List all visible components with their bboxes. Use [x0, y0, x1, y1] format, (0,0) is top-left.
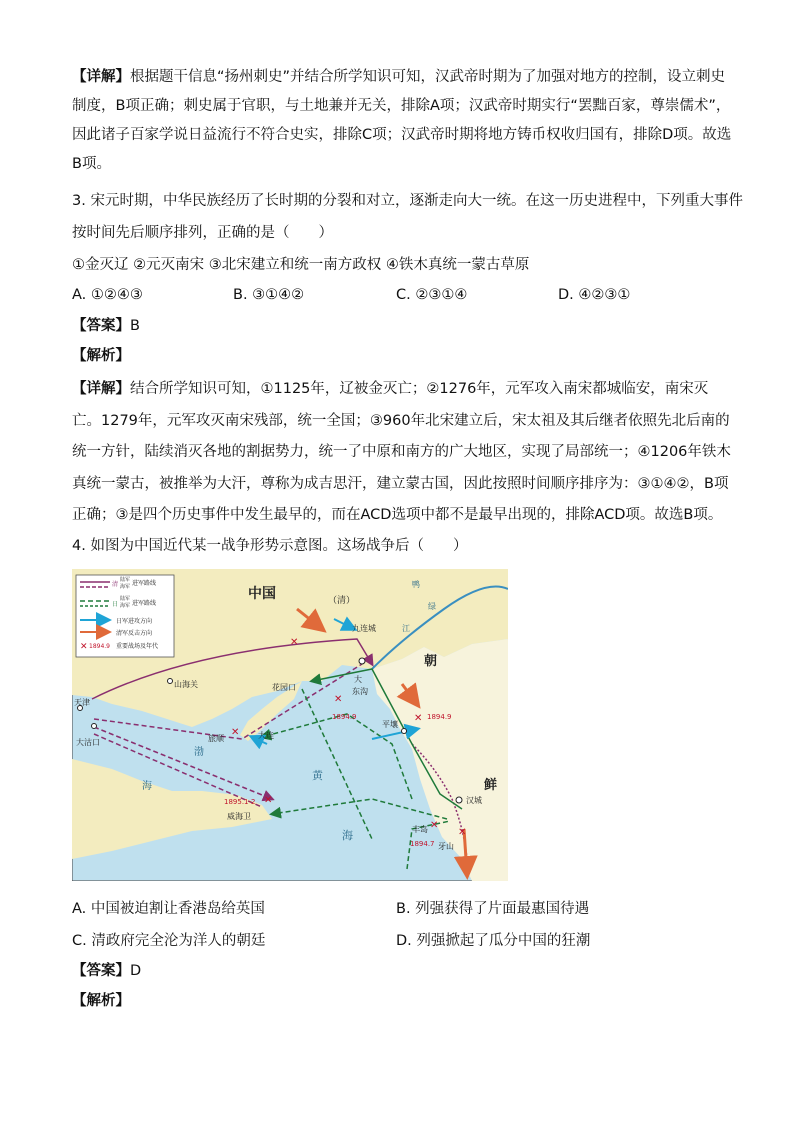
battle-weihai-year: 1895.1-2: [224, 798, 256, 806]
label-bohai-1: 渤: [194, 747, 204, 758]
q3-stem-line2: 按时间先后顺序排列，正确的是（ ）: [72, 225, 333, 241]
q3-option-d: D. ④②③①: [558, 287, 631, 303]
battle-fengdao-year: 1894.7: [410, 840, 435, 848]
legend-japan-land: 陆军: [120, 596, 131, 602]
q3-detail-text: 结合所学知识可知，①1125年，辽被金灭亡；②1276年，元军攻入南宋都城临安，南宋灭亡。1279年，元军攻灭南宋残部，统一全国；③960年北宋建立后，宋太祖及其后继者依照先北后南的统一方针，陆续消灭各地的割据势力，统一了中原和南方的广大地区，实现了局部统一；④1206年铁木真统一蒙古，被推举为大汗，尊称为成吉思汗，建立蒙古国，因此按照时间顺序排序为：③①④②，B项正确；③是四个历史事件中发生最早的，而在ACD选项中都不是最早出现的，排除ACD项。故选B项。: [72, 381, 731, 523]
q4-option-a: A. 中国被迫割让香港岛给英国: [72, 901, 265, 917]
q3-option-b: B. ③①④②: [233, 287, 305, 303]
marker-hanseong: [456, 797, 462, 803]
legend-battle-desc: 重要战场及年代: [116, 643, 159, 650]
war-situation-map: [72, 569, 508, 881]
q4-answer-tag: 【答案】: [72, 963, 130, 979]
q4-answer: [72, 961, 141, 981]
battle-lushun-x: ✕: [231, 727, 240, 738]
q3-detail-tag: 【详解】: [72, 381, 130, 397]
label-lu: 绿: [428, 602, 436, 611]
q4-option-b: B. 列强获得了片面最惠国待遇: [396, 901, 590, 917]
q3-answer: [72, 316, 140, 336]
label-fengdao: 丰岛: [412, 825, 428, 834]
legend-battle-x: ✕: [80, 642, 88, 652]
label-dadonggou-a: 大: [354, 675, 362, 684]
label-huayuankou: 花园口: [272, 683, 296, 692]
battle-pyongyang-year: 1894.9: [427, 713, 452, 721]
q3-analysis-tag: 【解析】: [72, 348, 130, 364]
q4-option-c: C. 清政府完全沦为洋人的朝廷: [72, 933, 266, 949]
marker-pyongyang: [402, 729, 407, 734]
label-jiang: 江: [402, 624, 410, 633]
legend-japan-suffix: 进军路线: [132, 600, 157, 607]
battle-pyongyang-x: ✕: [414, 713, 423, 724]
q4-option-d: D. 列强掀起了瓜分中国的狂潮: [396, 933, 591, 949]
q3-events: ①金灭辽 ②元灭南宋 ③北宋建立和统一南方政权 ④铁木真统一蒙古草原: [72, 257, 530, 273]
legend-qing-suffix: 进军路线: [132, 580, 157, 587]
label-yellow-2: 海: [342, 829, 353, 842]
marker-shanhaiguan: [168, 679, 173, 684]
q3-answer-value: B: [130, 318, 140, 334]
label-dalian: 大连: [258, 731, 274, 740]
label-qing: （清）: [328, 596, 356, 606]
q3-detail: [72, 374, 732, 532]
label-yalu: 鸭: [412, 580, 420, 589]
legend-japan-attack: 日军进攻方向: [116, 618, 153, 625]
q4-analysis-tag: 【解析】: [72, 993, 130, 1009]
legend-qing-sea: 海军: [120, 584, 131, 590]
label-xian: 鲜: [484, 778, 498, 793]
marker-dagukou: [92, 724, 97, 729]
battle-fengdao-x: ✕: [430, 820, 439, 831]
legend-qing-counter: 清军反击方向: [116, 630, 153, 637]
marker-jiuliancheng: [359, 658, 365, 664]
q3-option-c: C. ②③①④: [396, 287, 468, 303]
label-tianjin: 天津: [74, 698, 90, 707]
q3-answer-tag: 【答案】: [72, 318, 130, 334]
q2-detail-tag: 【详解】: [72, 69, 130, 85]
label-yellow-1: 黄: [312, 769, 323, 782]
battle-weihai-x: ✕: [264, 795, 273, 806]
legend-japan-prefix: 日: [112, 601, 119, 608]
legend-qing-land: 陆军: [120, 577, 131, 583]
legend-qing-prefix: 清: [112, 581, 119, 588]
label-shanhaiguan: 山海关: [174, 680, 198, 689]
q3-stem-line1: 3. 宋元时期，中华民族经历了长时期的分裂和对立，逐渐走向大一统。在这一历史进程中，下列重大事件: [72, 193, 743, 209]
legend-japan-sea: 海军: [120, 603, 131, 609]
battle-yashan-x: ✕: [458, 827, 467, 838]
label-yashan: 牙山: [438, 842, 454, 851]
label-dagukou: 大沽口: [76, 738, 100, 747]
legend-battle-sample: 1894.9: [89, 643, 110, 650]
q4-stem: 4. 如图为中国近代某一战争形势示意图。这场战争后（ ）: [72, 538, 468, 554]
label-hanseong: 汉城: [466, 796, 482, 805]
label-dadonggou-b: 东沟: [352, 687, 368, 696]
label-lushun: 旅顺: [208, 734, 224, 743]
q4-answer-value: D: [130, 963, 142, 979]
label-bohai-2: 海: [142, 781, 152, 792]
label-chao: 朝: [424, 654, 438, 669]
q2-detail: [72, 63, 732, 179]
q2-detail-text: 根据题干信息“扬州刺史”并结合所学知识可知，汉武帝时期为了加强对地方的控制，设立刺史制度，B项正确；刺史属于官职，与土地兼并无关，排除A项；汉武帝时期实行“罢黜百家，尊崇儒术”，因此诸子百家学说日益流行不符合史实，排除C项；汉武帝时期将地方铸币权收归国有，排除D项。故选B项。: [72, 69, 732, 172]
label-china: 中国: [248, 586, 276, 602]
q3-option-a: A. ①②④③: [72, 287, 143, 303]
label-jiuliancheng: 九连城: [352, 624, 376, 633]
label-weihaiwei: 威海卫: [227, 812, 251, 821]
label-pyongyang: 平壤: [382, 720, 398, 729]
battle-jiuliancheng-x: ✕: [290, 637, 299, 648]
battle-dadonggou-year: 1894.9: [332, 713, 357, 721]
battle-dadonggou-x: ✕: [334, 694, 343, 705]
